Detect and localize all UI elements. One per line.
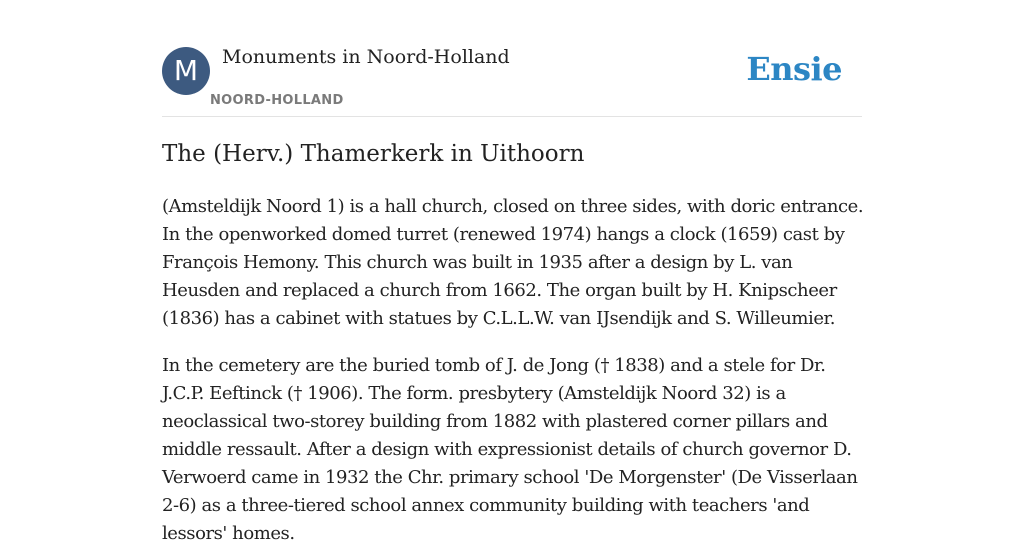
- article-title: The (Herv.) Thamerkerk in Uithoorn: [162, 141, 585, 167]
- ensie-logo[interactable]: Ensie: [746, 50, 842, 88]
- article-paragraph: In the cemetery are the buried tomb of J. de Jong († 1838) and a stele for Dr. J.C.P. Eeftinck († 1906). The form. presbytery (Amsteldijk Noord 32) is a neoclassical two-storey building from 1882 with plastered corner pillars and middle ressault. After a design with expressionist details of church governor D. Verwoerd came in 1932 the Chr. primary school 'De Morgenster' (De Visserlaan 2-6) as a three-tiered school annex community building with teachers 'and lessors' homes.: [162, 355, 858, 544]
- source-category-link[interactable]: NOORD-HOLLAND: [210, 93, 344, 108]
- article-paragraph: (Amsteldijk Noord 1) is a hall church, closed on three sides, with doric entrance. In the openworked domed turret (renewed 1974) hangs a clock (1659) cast by François Hemony. This church was built in 1935 after a design by L. van Heusden and replaced a church from 1662. The organ built by H. Knipscheer (1836) has a cabinet with statues by C.L.L.W. van IJsendijk and S. Willeumier.: [162, 196, 864, 329]
- avatar[interactable]: M: [162, 47, 210, 95]
- source-title-link[interactable]: Monuments in Noord-Holland: [222, 46, 510, 68]
- source-header: [162, 46, 862, 117]
- article: [162, 138, 864, 548]
